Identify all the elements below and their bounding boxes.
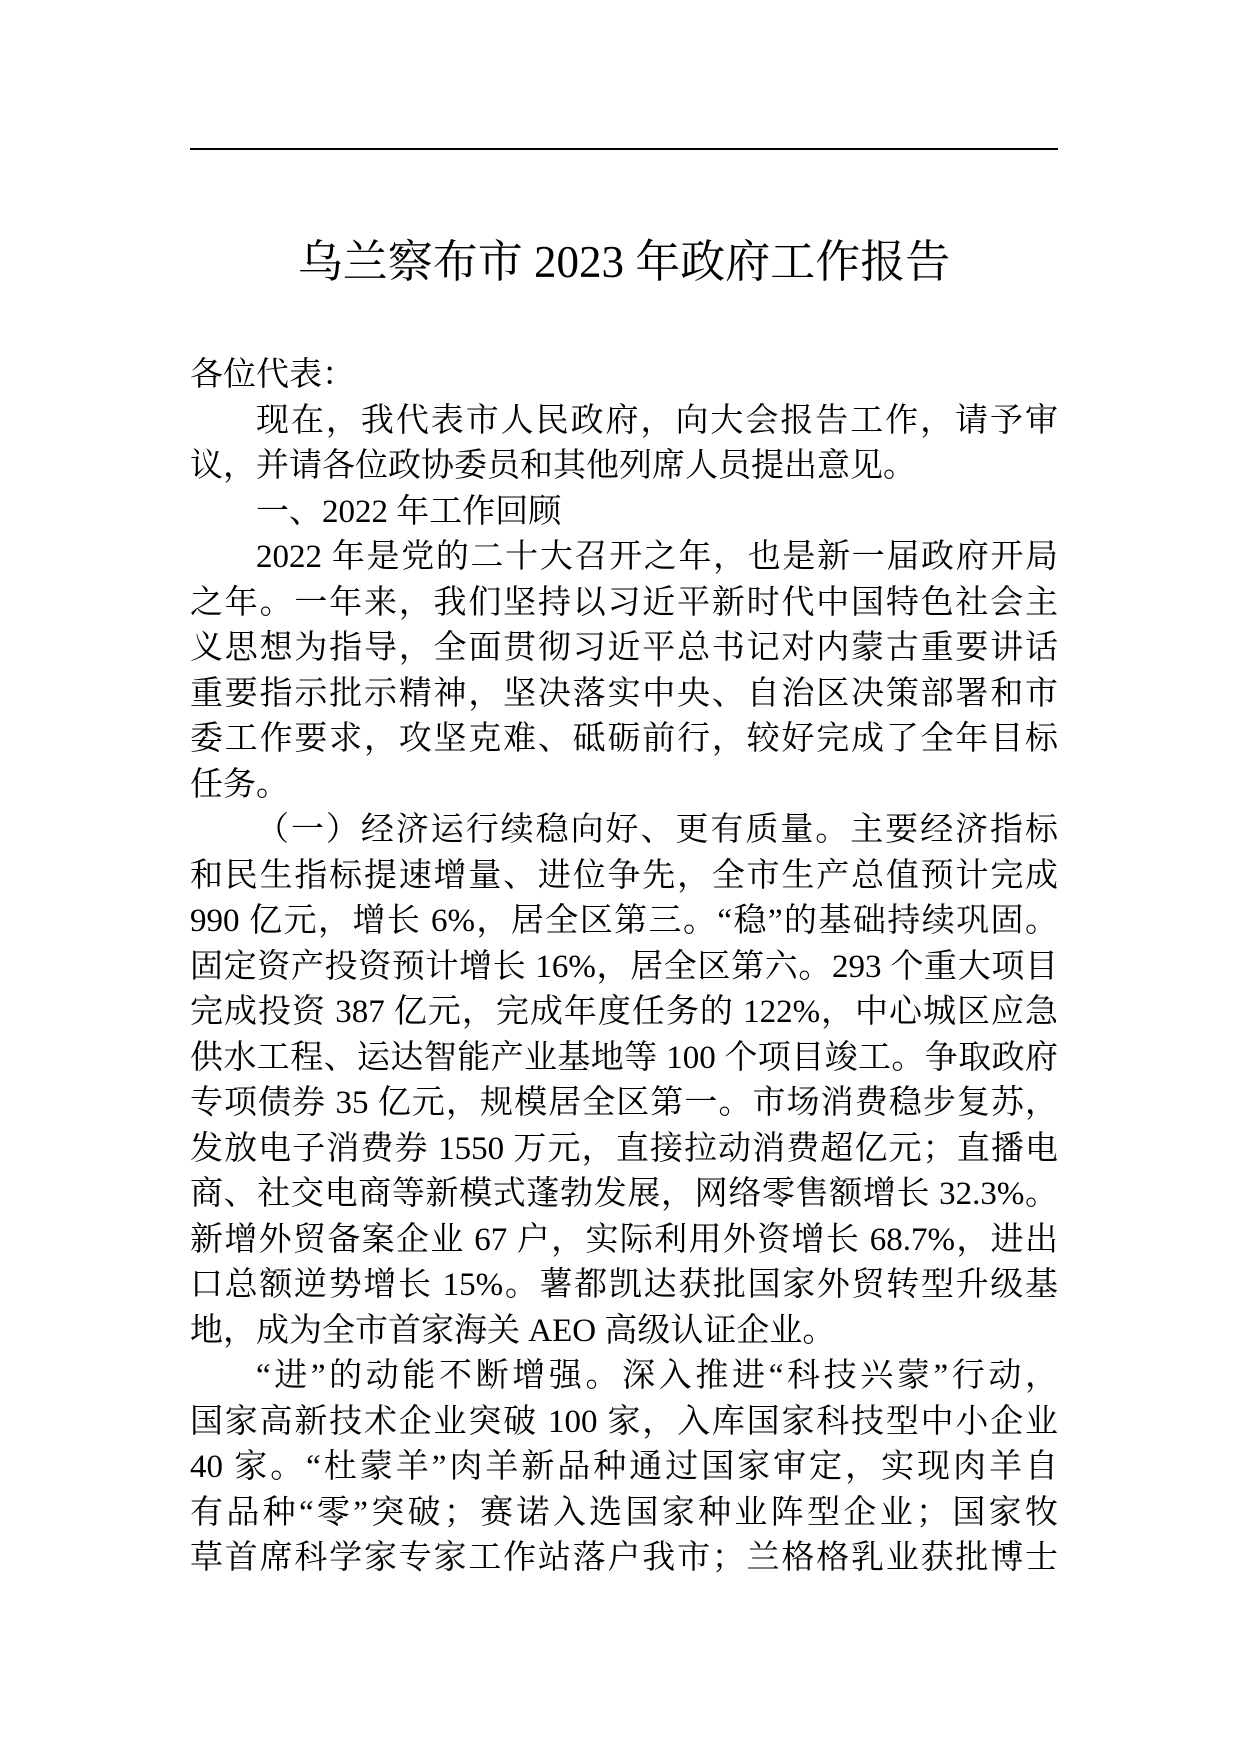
document-title: 乌兰察布市 2023 年政府工作报告	[297, 237, 951, 287]
body-line: 义思想为指导，全面贯彻习近平总书记对内蒙古重要讲话	[190, 630, 1058, 666]
body-line: 议，并请各位政协委员和其他列席人员提出意见。	[190, 448, 916, 484]
body-line: 和民生指标提速增量、进位争先，全市生产总值预计完成	[190, 857, 1058, 894]
paragraph-momentum	[190, 1354, 1058, 1582]
body-line: 新增外贸备案企业 67 户，实际利用外资增长 68.7%，进出	[190, 1221, 1058, 1258]
body-line: 口总额逆势增长 15%。薯都凯达获批国家外贸转型升级基	[190, 1267, 1058, 1303]
body-line: 固定资产投资预计增长 16%，居全区第六。293 个重大项目	[190, 948, 1058, 985]
body-line: 草首席科学家专家工作站落户我市；兰格格乳业获批博士	[190, 1540, 1058, 1576]
body-line: （一）经济运行续稳向好、更有质量。主要经济指标	[256, 812, 1058, 848]
body-line: 地，成为全市首家海关 AEO 高级认证企业。	[190, 1312, 836, 1349]
document-body	[190, 353, 1058, 1582]
body-line: 990 亿元，增长 6%，居全区第三。“稳”的基础持续巩固。	[190, 903, 1058, 939]
body-line: 供水工程、运达智能产业基地等 100 个项目竣工。争取政府	[190, 1039, 1058, 1076]
paragraph-salutation	[190, 353, 1058, 399]
salutation-line: 各位代表：	[190, 357, 355, 393]
paragraph-economy	[190, 808, 1058, 1354]
body-line: 重要指示批示精神，坚决落实中央、自治区决策部署和市	[190, 675, 1058, 712]
header-rule	[190, 148, 1058, 150]
body-line: 现在，我代表市人民政府，向大会报告工作，请予审	[256, 402, 1058, 439]
body-line: 专项债券 35 亿元，规模居全区第一。市场消费稳步复苏，	[190, 1085, 1058, 1121]
body-line: 国家高新技术企业突破 100 家，入库国家科技型中小企业	[190, 1403, 1058, 1440]
body-line: 发放电子消费券 1550 万元，直接拉动消费超亿元；直播电	[190, 1130, 1058, 1167]
body-line: “进”的动能不断增强。深入推进“科技兴蒙”行动，	[256, 1358, 1058, 1394]
paragraph-review-intro	[190, 535, 1058, 808]
paragraph-opening	[190, 399, 1058, 490]
body-line: 委工作要求，攻坚克难、砥砺前行，较好完成了全年目标	[190, 721, 1058, 757]
body-line: 之年。一年来，我们坚持以习近平新时代中国特色社会主	[190, 584, 1058, 621]
section-heading	[190, 490, 1058, 536]
body-line: 商、社交电商等新模式蓬勃发展，网络零售额增长 32.3%。	[190, 1176, 1058, 1212]
body-line: 2022 年是党的二十大召开之年，也是新一届政府开局	[256, 539, 1058, 575]
body-line: 任务。	[190, 766, 289, 803]
body-line: 完成投资 387 亿元，完成年度任务的 122%，中心城区应急	[190, 994, 1058, 1030]
body-line: 有品种“零”突破；赛诺入选国家种业阵型企业；国家牧	[190, 1494, 1058, 1531]
body-line: 40 家。“杜蒙羊”肉羊新品种通过国家审定，实现肉羊自	[190, 1449, 1058, 1485]
section-heading-line: 一、2022 年工作回顾	[256, 493, 562, 530]
